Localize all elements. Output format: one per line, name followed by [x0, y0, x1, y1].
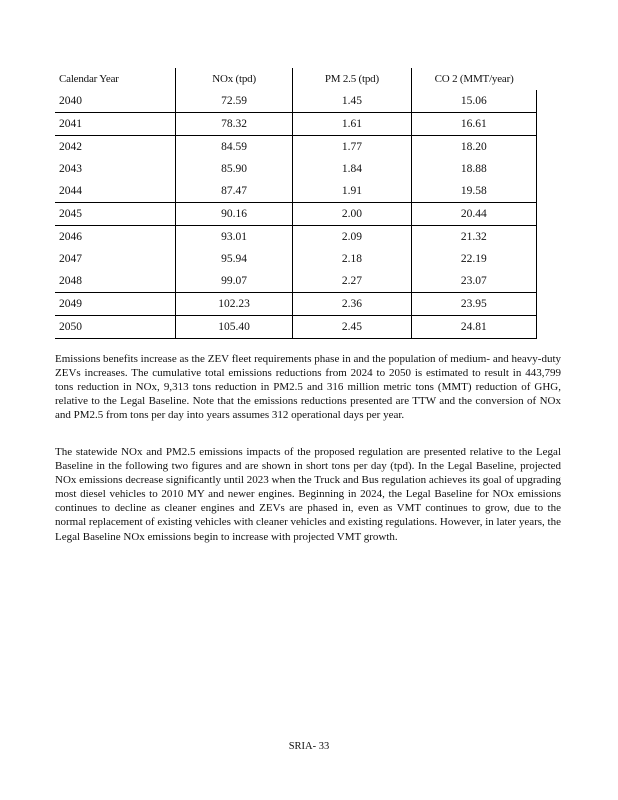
table-row: [55, 136, 537, 159]
cell-nox: 84.59: [176, 136, 293, 159]
cell-nox: 102.23: [176, 293, 293, 316]
cell-pm25: 1.77: [293, 136, 412, 159]
cell-year: 2042: [55, 136, 176, 159]
header-co2: CO 2 (MMT/year): [434, 73, 514, 85]
cell-pm25: 2.27: [293, 270, 412, 293]
table-row: [55, 203, 537, 226]
cell-pm25: 2.18: [293, 248, 412, 270]
cell-year: 2048: [55, 270, 176, 293]
emissions-table: [55, 68, 537, 339]
cell-co2: 19.58: [411, 180, 536, 203]
cell-co2: 16.61: [411, 113, 536, 136]
cell-nox: 95.94: [176, 248, 293, 270]
header-calendar-year: Calendar Year: [55, 68, 176, 90]
table-row: [55, 248, 537, 270]
table-row: [55, 270, 537, 293]
cell-year: 2047: [55, 248, 176, 270]
table-row: [55, 180, 537, 203]
cell-nox: 90.16: [176, 203, 293, 226]
cell-pm25: 2.09: [293, 226, 412, 249]
cell-nox: 72.59: [176, 90, 293, 113]
table-row: [55, 90, 537, 113]
header-pm25: PM 2.5 (tpd): [293, 68, 412, 90]
cell-nox: 85.90: [176, 158, 293, 180]
cell-year: 2043: [55, 158, 176, 180]
cell-pm25: 2.36: [293, 293, 412, 316]
cell-co2: 21.32: [411, 226, 536, 249]
cell-year: 2046: [55, 226, 176, 249]
table-row: [55, 293, 537, 316]
cell-year: 2045: [55, 203, 176, 226]
cell-year: 2040: [55, 90, 176, 113]
cell-pm25: 2.00: [293, 203, 412, 226]
cell-pm25: 2.45: [293, 316, 412, 339]
cell-nox: 93.01: [176, 226, 293, 249]
table-row: [55, 316, 537, 339]
table-row: [55, 226, 537, 249]
page-number-footer: SRIA- 33: [288, 741, 330, 752]
cell-nox: 105.40: [176, 316, 293, 339]
paragraph-emissions-benefits: Emissions benefits increase as the ZEV fleet requirements phase in and the population of medium- and heavy-duty ZEVs increases. The cumulative total emissions reductions from 2024 to 2050 is estimated to result in 443,799 tons reduction in NOx, 9,313 tons reduction in PM2.5 and 316 million metric tons (MMT) reduction of GHG, relative to the Legal Baseline. Note that the emissions reductions presented are TTW and the conversion of NOx and PM2.5 from tons per day into years assumes 312 operational days per year.: [55, 353, 561, 422]
cell-year: 2041: [55, 113, 176, 136]
table-row: [55, 158, 537, 180]
header-nox: NOx (tpd): [176, 68, 293, 90]
cell-co2: 20.44: [411, 203, 536, 226]
table-header-row: [55, 68, 537, 90]
cell-year: 2044: [55, 180, 176, 203]
cell-year: 2049: [55, 293, 176, 316]
cell-nox: 78.32: [176, 113, 293, 136]
emissions-table-container: [55, 68, 537, 339]
cell-co2: 23.95: [411, 293, 536, 316]
cell-co2: 18.20: [411, 136, 536, 159]
paragraph-statewide-impacts: The statewide NOx and PM2.5 emissions impacts of the proposed regulation are presented relative to the Legal Baseline in the following two figures and are shown in short tons per day (tpd). In the Legal Baseline, projected NOx emissions decrease significantly until 2023 when the Truck and Bus regulation achieves its goal of upgrading most diesel vehicles to 2010 MY and newer engines. Beginning in 2024, the Legal Baseline for NOx emissions continues to decline as cleaner engines and ZEVs are phased in, even as VMT continues to grow, due to the normal replacement of existing vehicles with cleaner vehicles and existing regulations. However, in later years, the Legal Baseline NOx emissions begin to increase with projected VMT growth.: [55, 446, 561, 543]
cell-year: 2050: [55, 316, 176, 339]
cell-nox: 99.07: [176, 270, 293, 293]
cell-nox: 87.47: [176, 180, 293, 203]
cell-co2: 22.19: [411, 248, 536, 270]
cell-co2: 23.07: [411, 270, 536, 293]
cell-co2: 18.88: [411, 158, 536, 180]
cell-pm25: 1.45: [293, 90, 412, 113]
table-row: [55, 113, 537, 136]
cell-pm25: 1.91: [293, 180, 412, 203]
cell-pm25: 1.61: [293, 113, 412, 136]
cell-pm25: 1.84: [293, 158, 412, 180]
cell-co2: 15.06: [411, 90, 536, 113]
cell-co2: 24.81: [411, 316, 536, 339]
